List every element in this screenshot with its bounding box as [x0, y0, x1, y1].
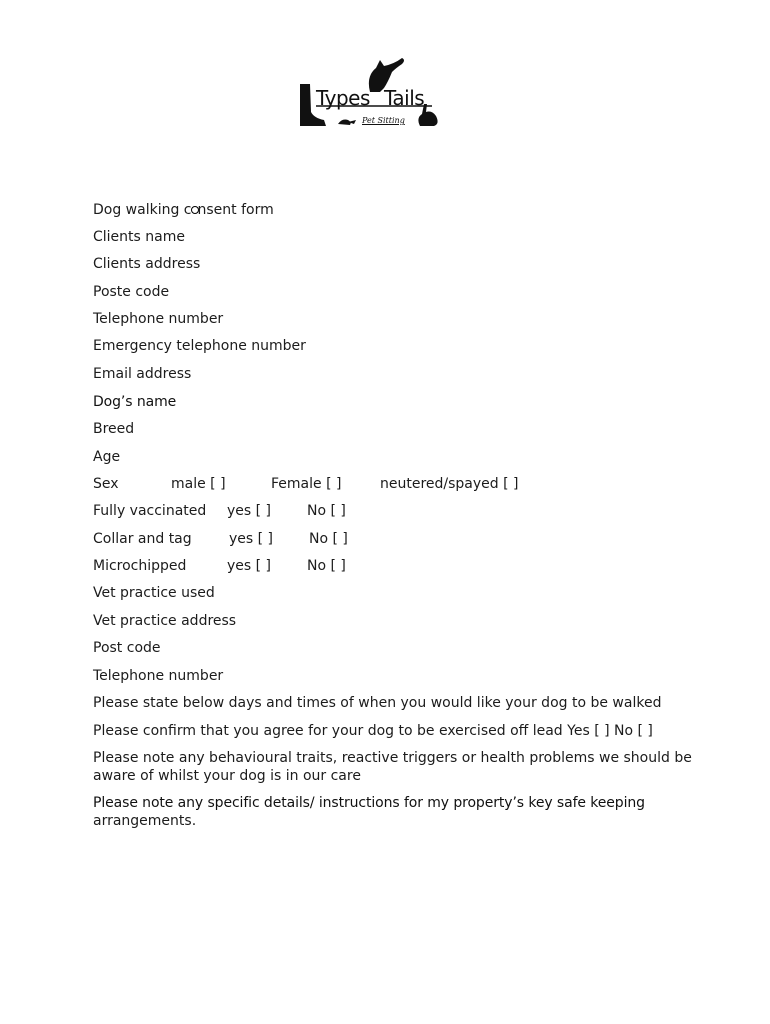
field-telephone: Telephone number: [93, 311, 224, 327]
field-clients-name: Clients name: [93, 229, 185, 245]
sex-label: Sex: [93, 476, 119, 492]
field-email: Email address: [93, 366, 192, 382]
field-emergency-telephone: Emergency telephone number: [93, 338, 306, 354]
company-logo: [296, 54, 446, 130]
collar-tag-label: Collar and tag: [93, 531, 192, 547]
microchipped-label: Microchipped: [93, 558, 187, 574]
logo-brand-left: Types: [316, 86, 370, 110]
sex-row: [93, 476, 693, 492]
field-clients-address: Clients address: [93, 256, 201, 272]
field-vet-telephone: Telephone number: [93, 668, 224, 684]
collar-tag-row: [93, 531, 693, 547]
microchipped-row: [93, 558, 693, 574]
field-vet-address: Vet practice address: [93, 613, 237, 629]
vaccinated-yes-option[interactable]: yes [ ]: [227, 503, 272, 519]
field-breed: Breed: [93, 421, 135, 437]
form-title-start: Dog walking c: [93, 202, 192, 218]
microchipped-yes-option[interactable]: yes [ ]: [227, 558, 272, 574]
sex-male-option[interactable]: male [ ]: [171, 476, 226, 492]
field-post-code: Poste code: [93, 284, 170, 300]
off-lead-consent: Please confirm that you agree for your dog to be exercised off lead Yes [ ] No [ ]: [93, 723, 653, 739]
form-title: [93, 202, 274, 218]
field-vet-practice: Vet practice used: [93, 585, 215, 601]
neutered-option[interactable]: neutered/spayed [ ]: [380, 476, 519, 492]
key-safe-note: Please note any specific details/ instructions for my property’s key safe keeping: [93, 795, 645, 811]
vaccinated-no-option[interactable]: No [ ]: [307, 503, 346, 519]
logo-brand-right: Tails: [384, 86, 425, 110]
behaviour-note: Please note any behavioural traits, reactive triggers or health problems we should be aware of whilst your dog is in our care: [93, 750, 692, 784]
collar-tag-no-option[interactable]: No [ ]: [309, 531, 348, 547]
microchipped-no-option[interactable]: No [ ]: [307, 558, 346, 574]
days-times-instruction: Please state below days and times of when you would like your dog to be walked: [93, 695, 662, 711]
vaccinated-row: [93, 503, 693, 519]
collar-tag-yes-option[interactable]: yes [ ]: [229, 531, 274, 547]
field-age: Age: [93, 449, 121, 465]
sex-female-option[interactable]: Female [ ]: [271, 476, 342, 492]
field-dogs-name: Dog’s name: [93, 394, 177, 410]
key-safe-note-cont: arrangements.: [93, 813, 197, 829]
logo-subtitle: Pet Sitting: [362, 116, 405, 125]
form-title-end: nsent form: [197, 202, 274, 218]
vaccinated-label: Fully vaccinated: [93, 503, 207, 519]
field-vet-post-code: Post code: [93, 640, 161, 656]
